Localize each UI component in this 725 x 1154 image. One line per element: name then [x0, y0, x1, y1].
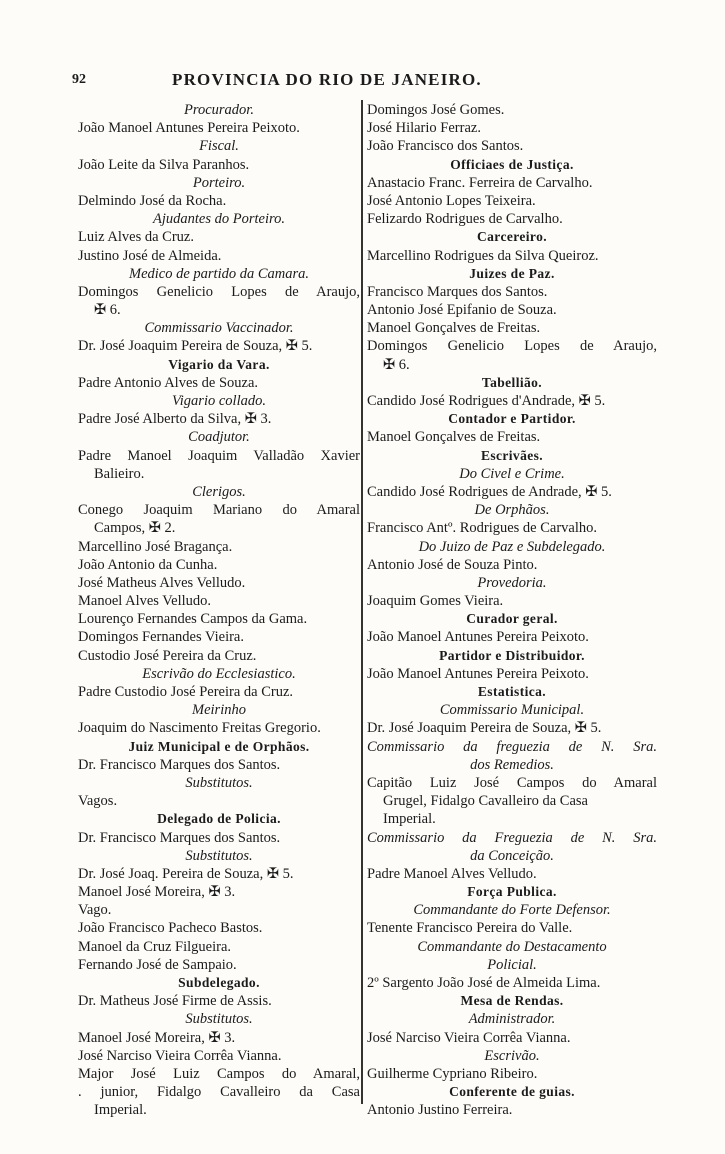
entry-line: Padre Manoel Joaquim Valladão Xavier: [78, 447, 360, 464]
office-title: De Orphãos.: [474, 502, 550, 519]
office-title: Substitutos.: [185, 847, 253, 864]
office-title: Administrador.: [468, 1011, 556, 1028]
entry-line: Domingos Fernandes Vieira.: [78, 629, 244, 646]
entry-line: Manoel da Cruz Filgueira.: [78, 938, 232, 955]
entry-line: Francisco Marques dos Santos.: [367, 283, 548, 300]
office-title: Do Civel e Crime.: [459, 465, 565, 482]
office-title: Medico de partido da Camara.: [128, 265, 310, 282]
office-title: Provedoria.: [477, 574, 547, 591]
entry-line: Manoel Gonçalves de Freitas.: [367, 429, 541, 446]
entry-line: José Narciso Vieira Corrêa Vianna.: [367, 1029, 571, 1046]
section-heading: Partidor e Distribuidor.: [439, 647, 585, 663]
entry-line: Lourenço Fernandes Campos da Gama.: [78, 611, 308, 628]
section-heading: Escrivães.: [480, 447, 544, 463]
entry-line: . junior, Fidalgo Cavalleiro da Casa: [78, 1084, 360, 1101]
section-heading: Juiz Municipal e de Orphãos.: [128, 738, 310, 754]
entry-continuation: ✠ 6.: [94, 302, 121, 319]
entry-line: Domingos José Gomes.: [367, 102, 505, 118]
entry-line: Delmindo José da Rocha.: [78, 192, 227, 209]
entry-line: Conego Joaquim Mariano do Amaral: [78, 502, 360, 519]
office-title: Commandante do Destacamento: [417, 938, 607, 955]
entry-line: Francisco Antº. Rodrigues de Carvalho.: [367, 520, 598, 537]
entry-line: Guilherme Cypriano Ribeiro.: [367, 1065, 538, 1082]
office-title: Substitutos.: [185, 774, 253, 791]
page-title: PROVINCIA DO RIO DE JANEIRO.: [172, 70, 482, 89]
office-title: Commissario da freguezia de N. Sra.: [367, 738, 657, 755]
entry-line: José Matheus Alves Velludo.: [78, 574, 246, 591]
entry-line: Dr. José Joaq. Pereira de Souza, ✠ 5.: [78, 865, 294, 882]
entry-line: Vago.: [78, 902, 112, 919]
section-heading: Vigario da Vara.: [168, 356, 270, 372]
section-heading: Contador e Partidor.: [448, 411, 576, 427]
entry-continuation: Imperial.: [383, 811, 436, 828]
entry-continuation: ✠ 6.: [383, 356, 410, 373]
entry-line: Dr. Francisco Marques dos Santos.: [78, 829, 281, 846]
entry-line: João Leite da Silva Paranhos.: [78, 156, 250, 173]
office-title: Escrivão.: [484, 1047, 540, 1064]
office-title: Meirinho: [192, 702, 246, 719]
office-title: Policial.: [487, 956, 537, 973]
entry-line: Custodio José Pereira da Cruz.: [78, 647, 257, 664]
entry-line: Domingos Genelicio Lopes de Araujo,: [78, 283, 360, 300]
section-heading: Conferente de guias.: [449, 1084, 575, 1100]
section-heading: Officiaes de Justiça.: [450, 156, 574, 172]
entry-line: Marcellino José Bragança.: [78, 538, 233, 555]
section-heading: Tabellião.: [481, 374, 543, 390]
office-title: Commandante do Forte Defensor.: [413, 902, 611, 919]
entry-continuation: Balieiro.: [94, 465, 145, 482]
entry-line: João Manoel Antunes Pereira Peixoto.: [367, 665, 589, 682]
entry-line: Manoel José Moreira, ✠ 3.: [78, 1029, 236, 1046]
entry-line: Padre Antonio Alves de Souza.: [78, 374, 259, 391]
page-header: [72, 68, 664, 94]
entry-line: Dr. Matheus José Firme de Assis.: [78, 993, 272, 1010]
section-heading: Juizes de Paz.: [469, 265, 555, 281]
office-title: Substitutos.: [185, 1011, 253, 1028]
office-title: Commissario Municipal.: [439, 702, 585, 719]
entry-line: Antonio José de Souza Pinto.: [367, 556, 538, 573]
office-title: Coadjutor.: [188, 429, 250, 446]
entry-line: Antonio José Epifanio de Souza.: [367, 302, 557, 319]
office-title: Escrivão do Ecclesiastico.: [142, 665, 296, 682]
page-number: 92: [72, 72, 86, 87]
left-column: [78, 101, 360, 1120]
entry-line: José Antonio Lopes Teixeira.: [367, 192, 536, 209]
section-heading: Mesa de Rendas.: [460, 993, 564, 1009]
entry-continuation: Campos, ✠ 2.: [94, 520, 176, 537]
entry-line: Major José Luiz Campos do Amaral,: [78, 1065, 360, 1082]
section-heading: Delegado de Policia.: [157, 811, 281, 827]
section-heading: Curador geral.: [466, 611, 558, 627]
entry-line: Dr. José Joaquim Pereira de Souza, ✠ 5.: [78, 338, 313, 355]
entry-line: João Francisco dos Santos.: [367, 138, 524, 155]
office-title: da Conceição.: [470, 847, 554, 864]
entry-line: Candido José Rodrigues de Andrade, ✠ 5.: [367, 483, 612, 500]
entry-line: Candido José Rodrigues d'Andrade, ✠ 5.: [367, 393, 606, 409]
entry-line: Manoel José Moreira, ✠ 3.: [78, 884, 236, 901]
entry-line: Fernando José de Sampaio.: [78, 956, 237, 973]
entry-line: Luiz Alves da Cruz.: [78, 229, 194, 246]
section-heading: Estatistica.: [477, 684, 547, 699]
entry-line: Padre José Alberto da Silva, ✠ 3.: [78, 411, 272, 428]
entry-line: José Hilario Ferraz.: [367, 120, 481, 137]
entry-line: Marcellino Rodrigues da Silva Queiroz.: [367, 247, 599, 264]
entry-line: João Francisco Pacheco Bastos.: [78, 920, 263, 937]
entry-line: Felizardo Rodrigues de Carvalho.: [367, 211, 563, 228]
office-title: Vigario collado.: [172, 393, 266, 409]
entry-line: João Antonio da Cunha.: [78, 556, 218, 573]
office-title: Clerigos.: [192, 483, 246, 500]
office-title: Do Juizo de Paz e Subdelegado.: [418, 538, 606, 555]
office-title: Ajudantes do Porteiro.: [153, 211, 285, 228]
section-heading: Força Publica.: [467, 884, 557, 900]
office-title: Commissario Vaccinador.: [144, 320, 294, 337]
section-heading: Carcereiro.: [477, 229, 547, 245]
column-divider: [361, 100, 363, 1104]
entry-line: João Manoel Antunes Pereira Peixoto.: [367, 629, 589, 646]
entry-line: Antonio Justino Ferreira.: [367, 1102, 513, 1119]
entry-line: José Narciso Vieira Corrêa Vianna.: [78, 1047, 282, 1064]
office-title: Commissario da Freguezia de N. Sra.: [367, 829, 657, 846]
entry-line: Domingos Genelicio Lopes de Araujo,: [367, 338, 657, 355]
entry-line: Anastacio Franc. Ferreira de Carvalho.: [367, 174, 593, 191]
entry-continuation: Grugel, Fidalgo Cavalleiro da Casa: [383, 793, 588, 810]
entry-line: Joaquim do Nascimento Freitas Gregorio.: [78, 720, 321, 737]
section-heading: Subdelegado.: [178, 975, 260, 990]
office-title: Procurador.: [184, 102, 254, 118]
entry-line: Justino José de Almeida.: [78, 247, 222, 264]
entry-line: Dr. Francisco Marques dos Santos.: [78, 756, 281, 773]
right-column: [367, 101, 657, 1120]
entry-line: Padre Manoel Alves Velludo.: [367, 865, 537, 882]
entry-line: Vagos.: [78, 793, 118, 810]
entry-continuation: Imperial.: [94, 1102, 147, 1119]
entry-line: 2º Sargento João José de Almeida Lima.: [367, 975, 601, 991]
entry-line: Manoel Gonçalves de Freitas.: [367, 320, 541, 337]
entry-line: Manoel Alves Velludo.: [78, 593, 212, 610]
entry-line: João Manoel Antunes Pereira Peixoto.: [78, 120, 300, 137]
entry-line: Dr. José Joaquim Pereira de Souza, ✠ 5.: [367, 720, 602, 737]
office-title: dos Remedios.: [470, 756, 554, 773]
entry-line: Tenente Francisco Pereira do Valle.: [367, 920, 573, 937]
office-title: Fiscal.: [199, 138, 239, 155]
entry-line: Joaquim Gomes Vieira.: [367, 593, 504, 610]
entry-line: Padre Custodio José Pereira da Cruz.: [78, 684, 294, 700]
office-title: Porteiro.: [192, 174, 246, 191]
entry-line: Capitão Luiz José Campos do Amaral: [367, 774, 657, 791]
